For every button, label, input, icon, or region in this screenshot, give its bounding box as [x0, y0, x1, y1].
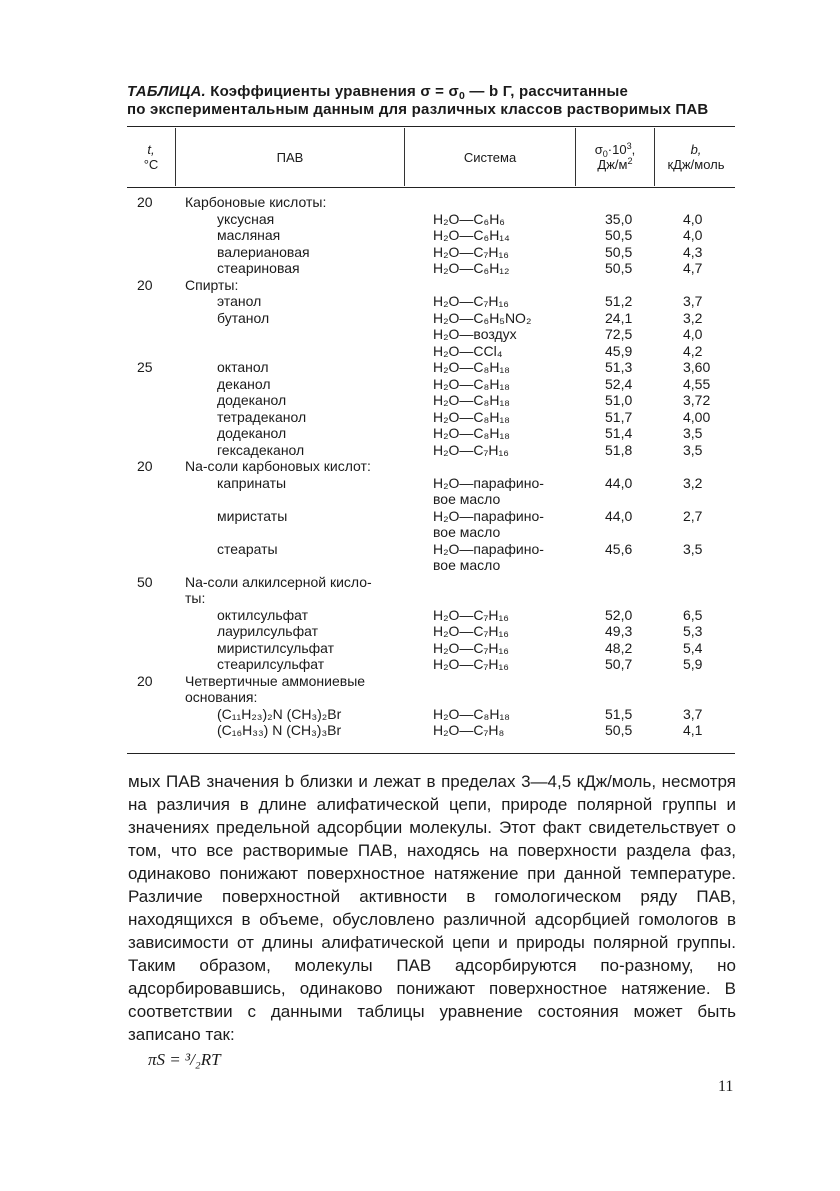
table-body: [127, 194, 735, 739]
body-text: мых ПАВ значения b близки и лежат в пределах 3—4,5 кДж/моль, несмотря на различия в длине алифатической цепи, природе полярной группы и значениях предельной адсорбции молекулы. Этот факт свидетельствует о том, что все растворимые ПАВ, находясь на поверхности раздела фаз, одинаково понижают поверхностное натяжение при данной температуре. Различие поверхностной активности в гомологическом ряду ПАВ, находящихся в объеме, обусловлено различной адсорбцией гомологов в зависимости от длины алифатической цепи и природы полярной группы. Таким образом, молекулы ПАВ адсорбируются по-разному, но адсорбировавшись, одинаково понижают поверхностное натяжение. В соответствии с данными таблицы уравнение состояния может быть записано так:: [128, 772, 736, 1044]
cell-system: H₂O—C₆H₆: [433, 210, 505, 227]
cell-system: H₂O—C₇H₁₆: [433, 623, 509, 639]
header-sigma: $\sigma_0\cdot 10^3$, $Дж/м^2$: [594, 141, 636, 172]
table-row: [127, 640, 735, 657]
cell-system: H₂O—C₈H₁₈: [433, 408, 510, 425]
cell-temperature: 50: [137, 573, 153, 590]
cell-b: 5,3: [683, 623, 703, 639]
cell-b: 2,7: [683, 507, 703, 524]
cell-sigma0: 44,0: [605, 474, 633, 491]
body-paragraph: [128, 770, 736, 1046]
header-b-unit: кДж/моль: [667, 157, 725, 172]
cell-sigma0: 52,0: [605, 606, 633, 623]
cell-sigma0: 51,3: [605, 359, 633, 375]
cell-system: H₂O—парафино-вое масло: [433, 540, 544, 573]
header-sigma-symbol: σ: [594, 142, 603, 157]
cell-system: H₂O—C₆H₁₄: [433, 227, 510, 243]
cell-temperature: 20: [137, 458, 153, 474]
cell-system: H₂O—C₇H₁₆: [433, 606, 509, 623]
cell-sigma0: 35,0: [605, 210, 633, 227]
cell-sigma0: 52,4: [605, 375, 633, 392]
header-t-symbol: t,: [147, 142, 155, 157]
cell-sigma0: 45,9: [605, 342, 633, 359]
cell-pav-name: (C₁₆H₃₃) N (CH₃)₃Br: [217, 722, 342, 738]
cell-b: 3,7: [683, 705, 703, 722]
table-caption: [127, 83, 737, 119]
cell-b: 4,0: [683, 227, 703, 243]
cell-pav-name: ты:: [185, 590, 206, 606]
table-row: [127, 590, 735, 607]
table-row: [127, 293, 735, 310]
table-row: [127, 277, 735, 294]
table-row: [127, 211, 735, 228]
cell-sigma0: 72,5: [605, 326, 633, 342]
page-number: 11: [718, 1078, 734, 1095]
cell-temperature: 20: [137, 276, 153, 293]
cell-pav-name: октилсульфат: [217, 606, 309, 623]
cell-sigma0: 44,0: [605, 507, 633, 524]
caption-text: [210, 83, 628, 100]
cell-system: H₂O—C₇H₈: [433, 722, 505, 738]
cell-sigma0: 49,3: [605, 623, 633, 639]
cell-pav-name: этанол: [217, 293, 262, 309]
cell-sigma0: 24,1: [605, 309, 633, 326]
cell-b: 4,55: [683, 375, 711, 392]
cell-b: 4,3: [683, 243, 703, 260]
cell-b: 4,7: [683, 260, 703, 276]
cell-pav-name: Четвертичные аммониевые: [185, 672, 366, 689]
table-row: [127, 607, 735, 624]
cell-sigma0: 51,7: [605, 408, 633, 425]
cell-pav-name: октанол: [217, 359, 269, 375]
caption-label: ТАБЛИЦА.: [127, 83, 206, 100]
cell-b: 3,2: [683, 309, 703, 326]
cell-system: H₂O—C₇H₁₆: [433, 293, 509, 309]
cell-b: 3,5: [683, 540, 703, 557]
table-row: [127, 194, 735, 211]
cell-pav-name: миристаты: [217, 507, 288, 524]
header-sigma-exp: 3: [626, 141, 632, 151]
table-row: [127, 656, 735, 673]
cell-b: 3,5: [683, 425, 703, 441]
table-row: [127, 310, 735, 327]
cell-b: 4,00: [683, 408, 711, 425]
cell-system: H₂O—воздух: [433, 326, 517, 342]
cell-b: 5,4: [683, 639, 703, 656]
cell-pav-name: уксусная: [217, 210, 275, 227]
cell-pav-name: деканол: [217, 375, 271, 392]
table-row: [127, 442, 735, 459]
table-row: [127, 574, 735, 591]
table-row: [127, 458, 735, 475]
caption-line2: по экспериментальным данным для различных классов растворимых ПАВ: [127, 101, 709, 118]
caption-text-part2: — b Γ, рассчитанные: [465, 83, 629, 100]
cell-pav-name: гексадеканол: [217, 441, 305, 458]
header-temperature: [127, 128, 175, 186]
header-pav: [176, 128, 404, 186]
header-sigma-sub: 0: [602, 149, 608, 159]
cell-pav-name: капринаты: [217, 474, 287, 491]
table-row: [127, 260, 735, 277]
table-row: [127, 508, 735, 541]
cell-b: 6,5: [683, 606, 703, 623]
table-row: [127, 722, 735, 739]
cell-sigma0: 50,5: [605, 722, 633, 738]
cell-sigma0: 51,2: [605, 293, 633, 309]
table-row: [127, 673, 735, 690]
header-system-label: Система: [463, 149, 517, 165]
cell-b: 4,0: [683, 326, 703, 342]
cell-b: 3,60: [683, 359, 711, 375]
table-row: [127, 392, 735, 409]
header-sigma-mult: ·10: [607, 142, 627, 157]
cell-pav-name: основания:: [185, 689, 258, 705]
cell-pav-name: миристилсульфат: [217, 639, 335, 656]
cell-pav-name: стеараты: [217, 540, 278, 557]
table-row: [127, 475, 735, 508]
cell-b: 4,0: [683, 210, 703, 227]
cell-sigma0: 50,5: [605, 260, 633, 276]
table-row: [127, 706, 735, 723]
cell-pav-name: масляная: [217, 227, 281, 243]
table-row: [127, 244, 735, 261]
header-sigma-unit: Дж/м: [597, 157, 628, 172]
cell-temperature: 20: [137, 194, 153, 210]
cell-sigma0: 51,4: [605, 425, 633, 441]
cell-system: H₂O—C₈H₁₈: [433, 705, 510, 722]
cell-system: H₂O—CCl₄: [433, 342, 503, 359]
table-row: [127, 623, 735, 640]
header-b: [655, 128, 737, 186]
cell-system: H₂O—C₈H₁₈: [433, 375, 510, 392]
cell-pav-name: тетрадеканол: [217, 408, 307, 425]
caption-text-part1: Коэффициенты уравнения σ = σ: [210, 83, 459, 100]
table-row: [127, 409, 735, 426]
cell-temperature: 25: [137, 359, 153, 375]
table-row: [127, 343, 735, 360]
cell-sigma0: 51,0: [605, 392, 633, 408]
cell-system: H₂O—C₇H₁₆: [433, 656, 509, 672]
table-top-rule: [127, 126, 735, 127]
cell-system: H₂O—C₇H₁₆: [433, 639, 509, 656]
header-t-unit: °C: [143, 157, 159, 172]
cell-pav-name: Na-соли карбоновых кислот:: [185, 458, 371, 474]
table-row: [127, 541, 735, 574]
header-b-symbol: b,: [690, 142, 702, 157]
cell-pav-name: валериановая: [217, 243, 310, 260]
table-bottom-rule: [127, 753, 735, 754]
table-row: [127, 326, 735, 343]
table-row: [127, 359, 735, 376]
header-pav-label: ПАВ: [276, 149, 304, 165]
cell-b: 3,2: [683, 474, 703, 491]
cell-b: 3,5: [683, 441, 703, 458]
cell-sigma0: 50,7: [605, 656, 633, 672]
cell-system: H₂O—C₇H₁₆: [433, 441, 509, 458]
cell-system: H₂O—C₇H₁₆: [433, 243, 509, 260]
cell-system: H₂O—C₆H₅NO₂: [433, 309, 532, 326]
cell-system: H₂O—C₈H₁₈: [433, 359, 510, 375]
cell-sigma0: 50,5: [605, 227, 633, 243]
cell-sigma0: 48,2: [605, 639, 633, 656]
cell-system: H₂O—парафино-вое масло: [433, 507, 544, 540]
cell-pav-name: додеканол: [217, 425, 287, 441]
cell-sigma0: 51,8: [605, 441, 633, 458]
cell-sigma0: 45,6: [605, 540, 633, 557]
cell-pav-name: Na-соли алкилсерной кисло-: [185, 573, 372, 590]
cell-b: 5,9: [683, 656, 703, 672]
cell-pav-name: стеариновая: [217, 260, 300, 276]
cell-system: H₂O—C₈H₁₈: [433, 425, 510, 441]
state-equation: πS = ³/₂RT: [148, 1050, 221, 1069]
cell-system: H₂O—C₆H₁₂: [433, 260, 510, 276]
cell-system: H₂O—парафино-вое масло: [433, 474, 544, 507]
cell-b: 4,2: [683, 342, 703, 359]
cell-sigma0: 51,5: [605, 705, 633, 722]
cell-pav-name: (C₁₁H₂₃)₂N (CH₃)₂Br: [217, 705, 342, 722]
cell-pav-name: лаурилсульфат: [217, 623, 318, 639]
cell-pav-name: стеарилсульфат: [217, 656, 325, 672]
cell-system: H₂O—C₈H₁₈: [433, 392, 510, 408]
header-sigma-unit-exp: 2: [627, 156, 633, 166]
header-system: [405, 128, 575, 186]
cell-b: 3,72: [683, 392, 711, 408]
cell-pav-name: бутанол: [217, 309, 270, 326]
table-row: [127, 227, 735, 244]
cell-temperature: 20: [137, 672, 153, 689]
cell-pav-name: додеканол: [217, 392, 287, 408]
cell-sigma0: 50,5: [605, 243, 633, 260]
cell-pav-name: Спирты:: [185, 276, 239, 293]
cell-pav-name: Карбоновые кислоты:: [185, 194, 327, 210]
table-row: [127, 425, 735, 442]
cell-b: 3,7: [683, 293, 703, 309]
table-row: [127, 689, 735, 706]
cell-b: 4,1: [683, 722, 703, 738]
table-header-rule: [127, 187, 735, 188]
table-row: [127, 376, 735, 393]
caption-sub: 0: [458, 90, 466, 102]
